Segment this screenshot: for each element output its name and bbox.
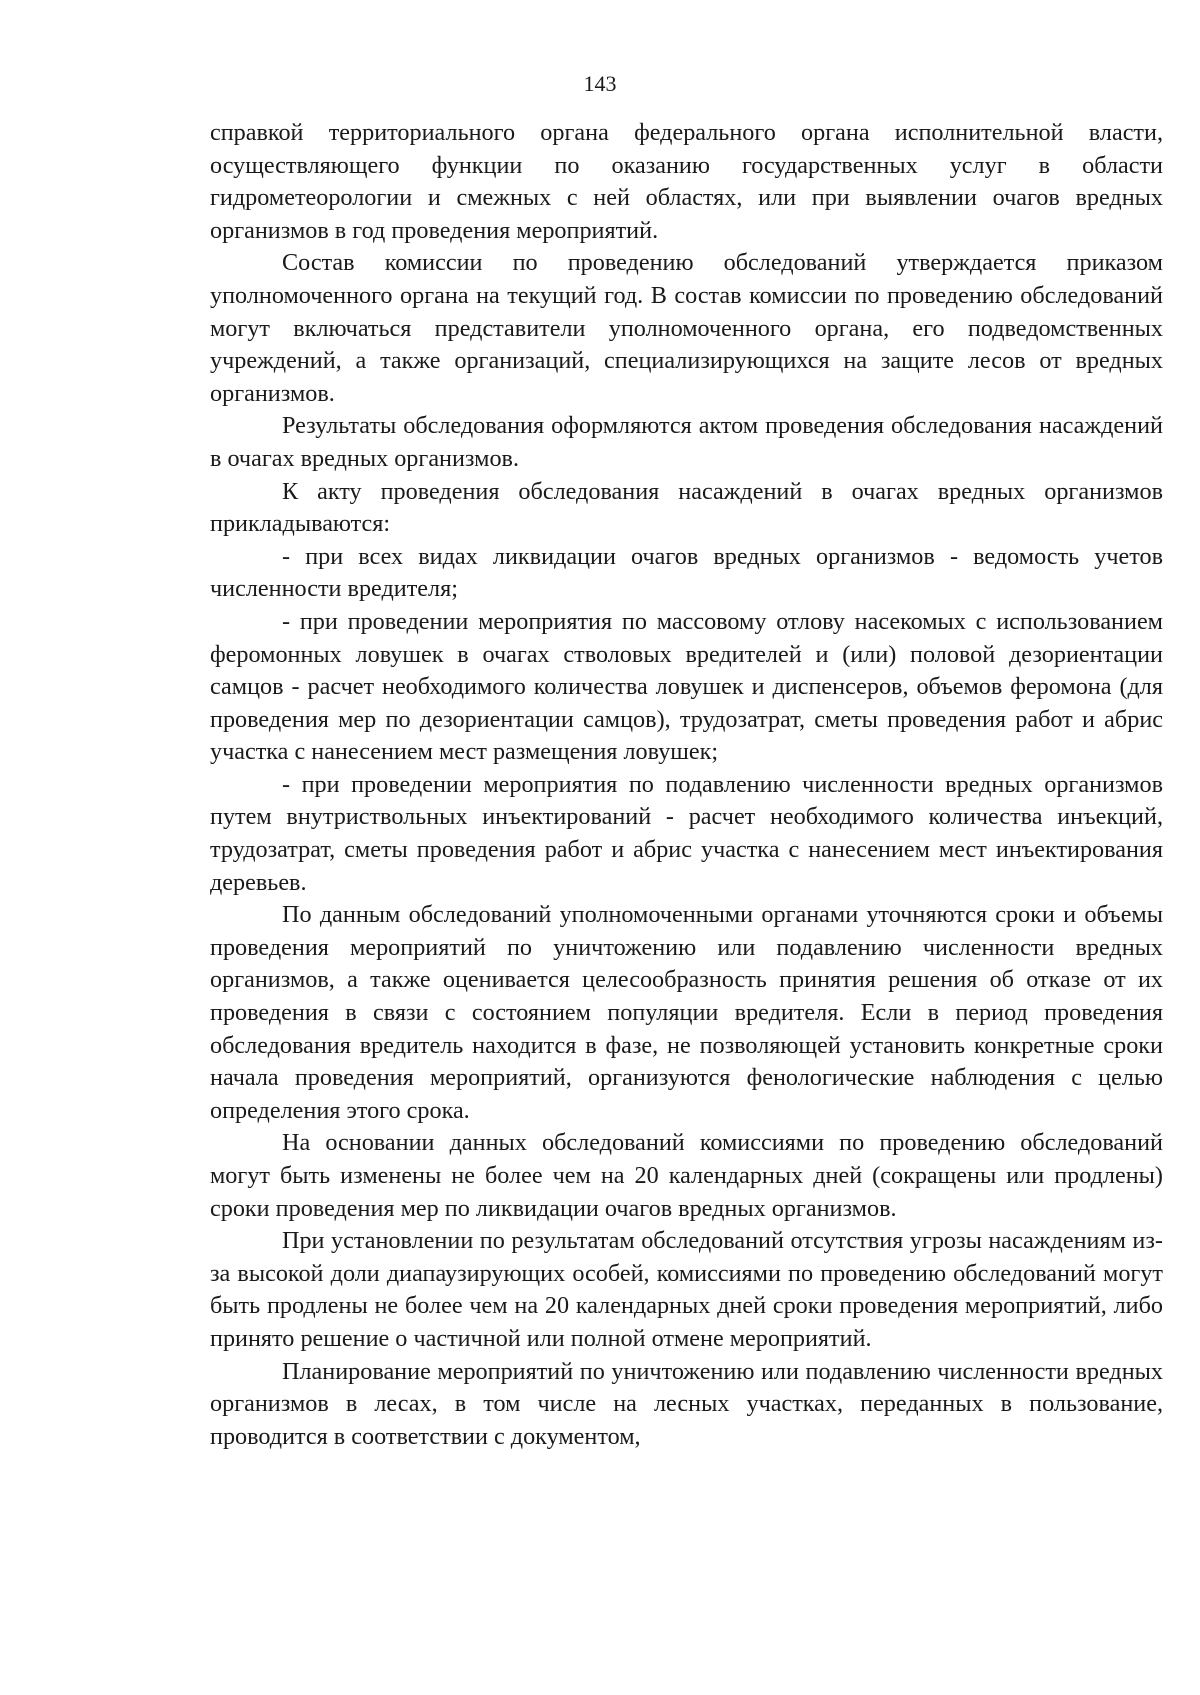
paragraph-act-attachments: К акту проведения обследования насаждений в очагах вредных организмов прикладываются: <box>210 477 1163 538</box>
paragraph-deadline-change: На основании данных обследований комиссиями по проведению обследований могут быть изменены не более чем на 20 календарных дней (сокращены или продлены) сроки проведения мер по ликвидации очагов вредных организмов. <box>210 1129 1163 1222</box>
list-item-injections: - при проведении мероприятия по подавлению численности вредных организмов путем внутриствольных инъектирований - расчет необходимого количества инъекций, трудозатрат, сметы проведения работ и абрис участка с нанесением мест инъектирования деревьев. <box>210 770 1163 896</box>
page-number: 143 <box>583 71 617 96</box>
document-body <box>210 117 1163 1453</box>
paragraph-commission-composition: Состав комиссии по проведению обследований утверждается приказом уполномоченного органа на текущий год. В состав комиссии по проведению обследований могут включаться представители уполномоченного органа, его подведомственных учреждений, а также организаций, специализирующихся на защите лесов от вредных организмов. <box>210 249 1163 407</box>
paragraph-survey-results: Результаты обследования оформляются актом проведения обследования насаждений в очагах вредных организмов. <box>210 412 1163 472</box>
paragraph-no-threat: При установлении по результатам обследований отсутствия угрозы насаждениям из-за высокой доли диапаузирующих особей, комиссиями по проведению обследований могут быть продлены не более чем на 20 календарных дней сроки проведения мероприятий, либо принято решение о частичной или полной отмене мероприятий. <box>210 1227 1163 1352</box>
list-item-pheromone-traps: - при проведении мероприятия по массовому отлову насекомых с использованием феромонных ловушек в очагах стволовых вредителей и (или) половой дезориентации самцов - расчет необходимого количества ловушек и диспенсеров, объемов феромона (для проведения мер по дезориентации самцов), трудозатрат, сметы проведения работ и абрис участка с нанесением мест размещения ловушек; <box>210 607 1163 766</box>
paragraph-survey-data: По данным обследований уполномоченными органами уточняются сроки и объемы проведения мероприятий по уничтожению или подавлению численности вредных организмов, а также оценивается целесообразность принятия решения об отказе от их проведения в связи с состоянием популяции вредителя. Если в период проведения обследования вредитель находится в фазе, не позволяющей установить конкретные сроки начала проведения мероприятий, организуются фенологические наблюдения с целью определения этого срока. <box>210 901 1163 1124</box>
list-item-all-types: - при всех видах ликвидации очагов вредных организмов - ведомость учетов численности вредителя; <box>210 542 1163 603</box>
paragraph-continuation: справкой территориального органа федерального органа исполнительной власти, осуществляющего функции по оказанию государственных услуг в области гидрометеорологии и смежных с ней областях, или при выявлении очагов вредных организмов в год проведения мероприятий. <box>210 119 1163 244</box>
paragraph-planning: Планирование мероприятий по уничтожению или подавлению численности вредных организмов в лесах, в том числе на лесных участках, переданных в пользование, проводится в соответствии с документом, <box>210 1357 1163 1450</box>
